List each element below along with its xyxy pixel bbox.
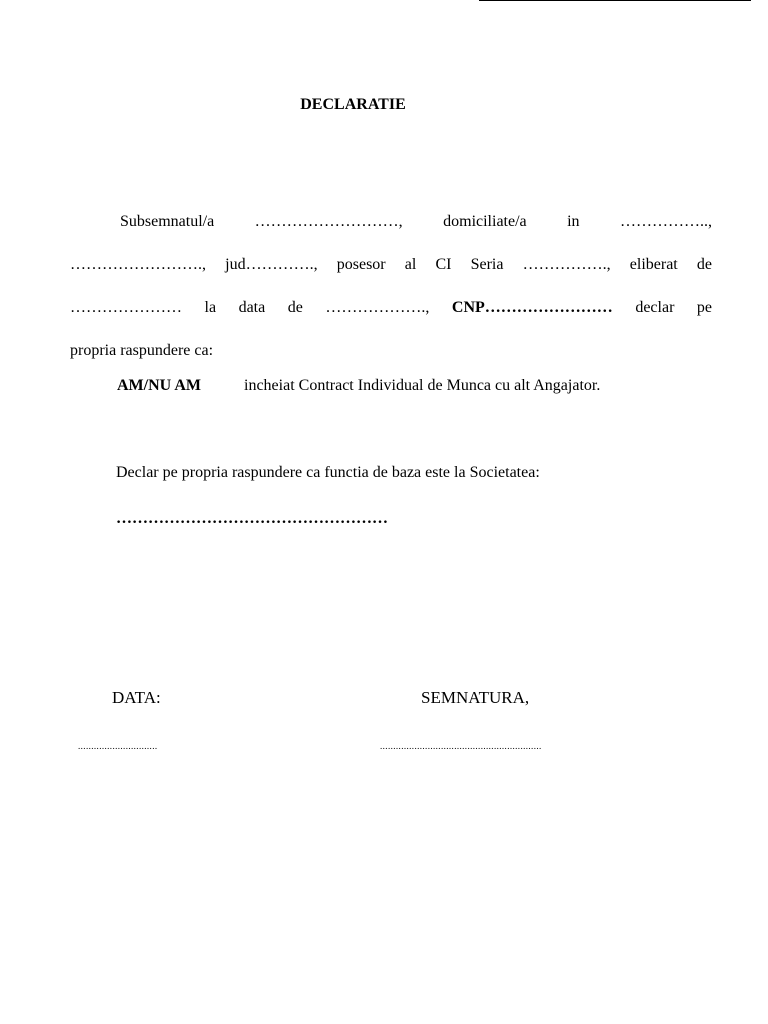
paragraph-line-3 [70,286,712,329]
declarant-paragraph [70,200,712,372]
top-rule [479,0,751,1]
date-blank: .............................. [78,741,158,751]
signature-blank: ............................................................. [380,741,542,751]
date-issued-text: ………………… la data de ………………., [70,299,430,316]
am-nu-am-options: AM/NU AM [117,377,201,394]
date-label: DATA: [112,688,161,707]
company-name-blank: …………………………………………… [116,510,388,527]
contract-statement-text: incheiat Contract Individual de Munca cu alt Angajator. [244,377,601,394]
cnp-field: CNP…………………… [451,299,613,316]
paragraph-line-2: ……………………., jud…………., posesor al CI Seria ……………., eliberat de [70,256,712,273]
document-title: DECLARATIE [300,96,406,113]
signature-label: SEMNATURA, [421,688,530,707]
base-function-statement: Declar pe propria raspundere ca functia de baza este la Societatea: [116,464,540,481]
paragraph-line-1: Subsemnatul/a ………………………, domiciliate/a in …………….., [120,213,712,230]
paragraph-line-4: propria raspundere ca: [70,342,214,359]
declare-text: declar pe [635,299,713,316]
contract-statement [117,375,600,397]
